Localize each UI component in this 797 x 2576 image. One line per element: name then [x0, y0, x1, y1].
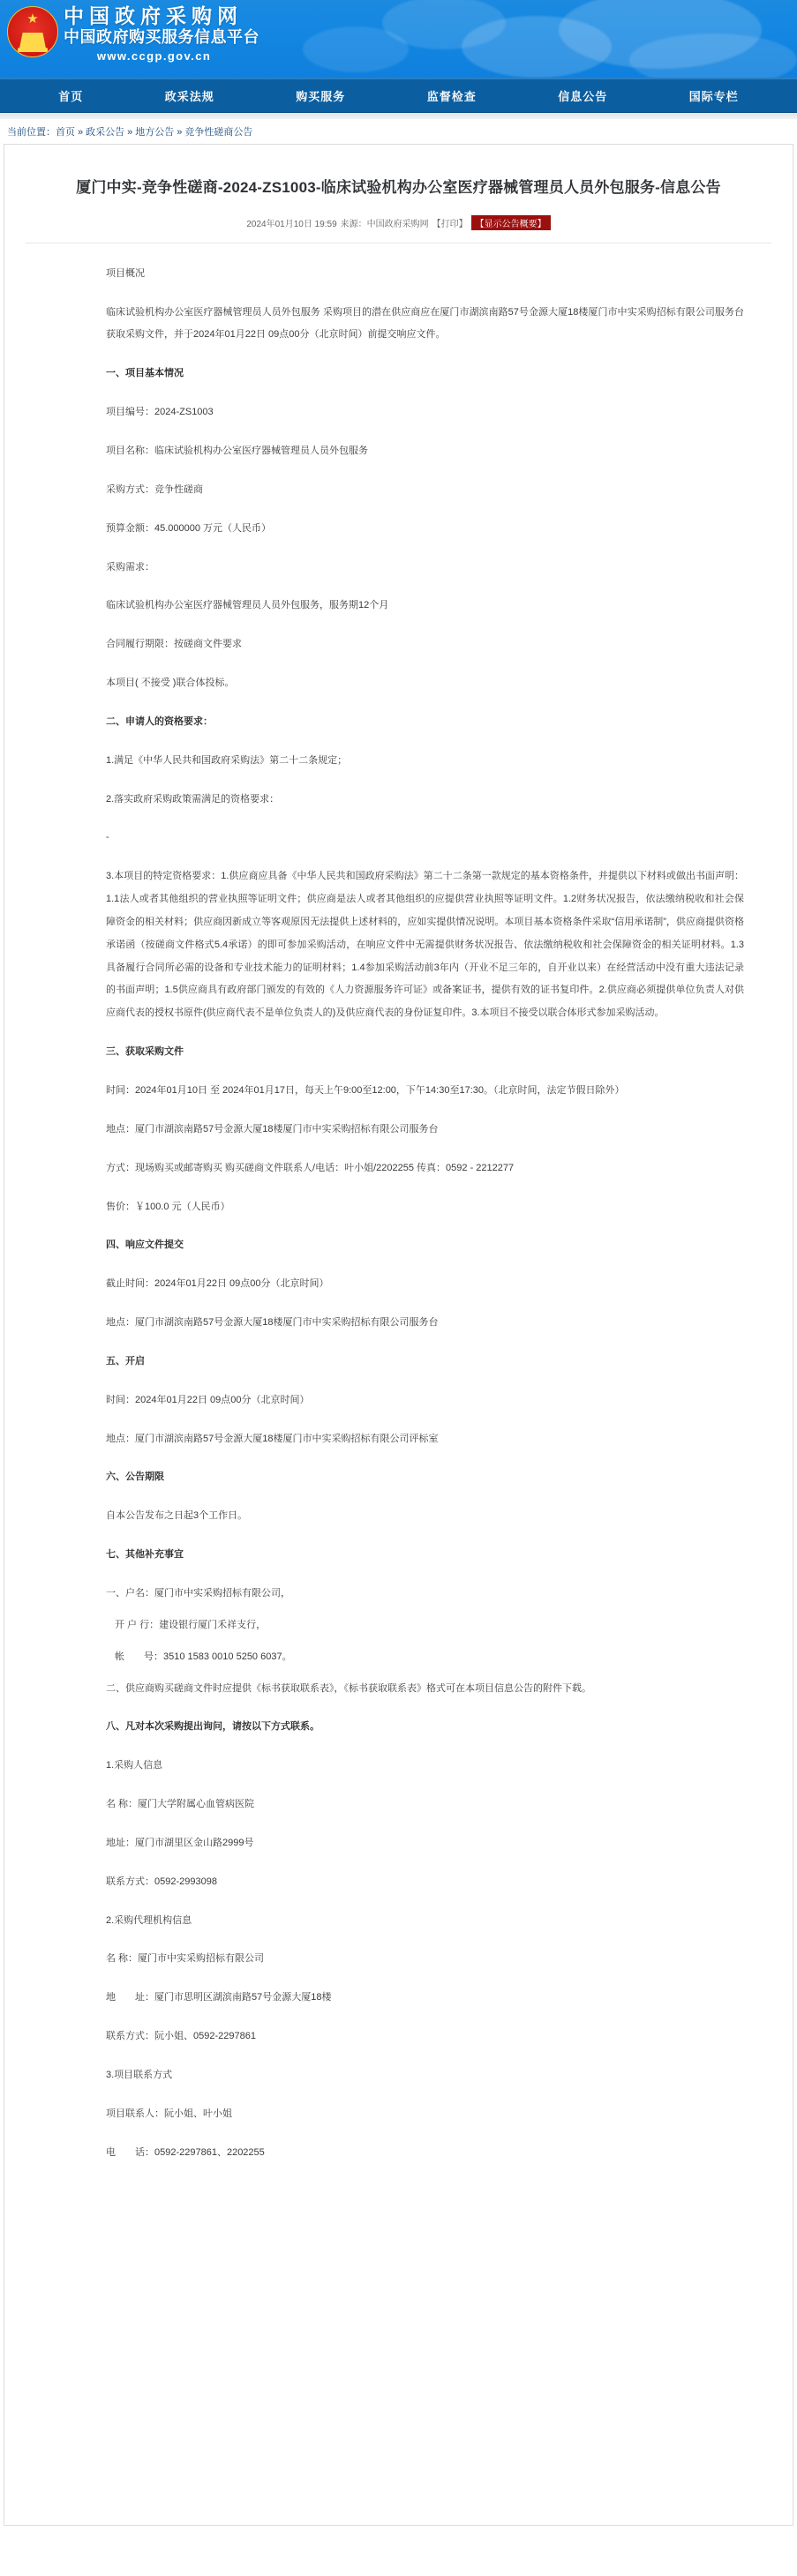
nav-item-supervision[interactable]: 监督检查: [426, 90, 477, 103]
body-paragraph: 联系方式：阮小姐、0592-2297861: [106, 2031, 256, 2042]
brand-text: [64, 4, 259, 64]
body-paragraph: 项目编号：2024-ZS1003: [106, 407, 214, 418]
body-paragraph: 二、供应商购买磋商文件时应提供《标书获取联系表》，《标书获取联系表》格式可在本项目信息公告的附件下载。: [106, 1682, 591, 1694]
body-paragraph: 截止时间：2024年01月22日 09点00分（北京时间）: [106, 1278, 329, 1290]
emblem-base-icon: [18, 48, 48, 52]
body-paragraph: 地点：厦门市湖滨南路57号金源大厦18楼厦门市中实采购招标有限公司服务台: [106, 1317, 439, 1329]
body-paragraph: 电 话：0592-2297861、2202255: [106, 2146, 265, 2158]
body-paragraph: 一、户名：厦门市中实采购招标有限公司，: [106, 1587, 290, 1599]
section-heading: 二、申请人的资格要求：: [106, 715, 213, 727]
body-paragraph: 时间：2024年01月10日 至 2024年01月17日，每天上午9:00至12:00，下午14:30至17:30。（北京时间，法定节假日除外）: [106, 1085, 625, 1096]
body-paragraph: 项目名称：临床试验机构办公室医疗器械管理员人员外包服务: [106, 445, 368, 456]
body-paragraph: 帐 号：3510 1583 0010 5250 6037。: [115, 1651, 292, 1662]
nav-item-services[interactable]: 购买服务: [296, 90, 346, 103]
body-paragraph: 联系方式：0592-2993098: [106, 1876, 217, 1887]
breadcrumb: [7, 124, 252, 139]
section-heading: 七、其他补充事宜: [106, 1549, 184, 1561]
body-paragraph: 1.满足《中华人民共和国政府采购法》第二十二条规定；: [106, 754, 348, 766]
body-paragraph: 3.本项目的特定资格要求：1.供应商应具备《中华人民共和国政府采购法》第二十二条第一款规定的基本资格条件，并提供以下材料或做出书面声明：1.1法人或者其他组织的营业执照等证明文件；供应商是法人或者其他组织的应提供营业执照等证明文件。1.2财务状况报告，依法缴纳税收和社会保障资金的相关材料；供应商因新成立等客观原因无法提供上述材料的，应如实提供情况说明。本项目基本资格条件采取“信用承诺制”，供应商提供资格承诺函（按磋商文件格式5.4承诺）的即可参加采购活动，在响应文件中无需提供财务状况报告、依法缴纳税收和社会保障资金的相关证明材料。1.3具备履行合同所必需的设备和专业技术能力的证明材料；1.4参加采购活动前3年内（开业不足三年的，自开业以来）在经营活动中没有重大违法记录的书面声明；1.5供应商具有政府部门颁发的有效的《人力资源服务许可证》或备案证书，提供有效的证书复印件。2.供应商必须提供单位负责人对供应商代表的授权书原件(供应商代表不是单位负责人的)及供应商代表的身份证复印件。3.本项目不接受以联合体形式参加采购活动。: [106, 871, 744, 1019]
body-paragraph: 时间：2024年01月22日 09点00分（北京时间）: [106, 1394, 310, 1405]
body-paragraph: 项目联系人：阮小姐、叶小姐: [106, 2108, 232, 2119]
body-paragraph: 临床试验机构办公室医疗器械管理员人员外包服务 采购项目的潜在供应商应在厦门市湖滨南路57号金源大厦18楼厦门市中实采购招标有限公司服务台获取采购文件，并于2024年01月22日 09点00分（北京时间）前提交响应文件。: [106, 306, 744, 341]
body-paragraph: 名 称：厦门大学附属心血管病医院: [106, 1799, 255, 1810]
breadcrumb-separator: »: [78, 127, 84, 138]
nav-item-home[interactable]: 首页: [58, 90, 84, 103]
section-heading: 六、公告期限: [106, 1471, 164, 1483]
section-heading: 一、项目基本情况: [106, 368, 184, 379]
body-paragraph: 本项目( 不接受 )联合体投标。: [106, 678, 235, 689]
body-paragraph: 临床试验机构办公室医疗器械管理员人员外包服务，服务期12个月: [106, 600, 389, 611]
breadcrumb-item-home[interactable]: 首页: [56, 127, 75, 138]
section-heading: 五、开启: [106, 1355, 145, 1367]
section-heading: 三、获取采购文件: [106, 1046, 184, 1058]
brand-line-1: 中国政府采购网: [64, 4, 243, 27]
national-emblem-icon: [7, 6, 58, 57]
announcement-card: [4, 144, 793, 2526]
brand-url: www.ccgp.gov.cn: [96, 49, 212, 63]
body-paragraph: 采购需求：: [106, 561, 154, 573]
breadcrumb-item-current[interactable]: 竞争性磋商公告: [184, 127, 253, 138]
site-logo[interactable]: [7, 4, 259, 64]
site-banner: [0, 0, 797, 78]
body-paragraph: 2.采购代理机构信息: [106, 1914, 192, 1926]
body-paragraph: 地点：厦门市湖滨南路57号金源大厦18楼厦门市中实采购招标有限公司服务台: [106, 1123, 439, 1134]
body-paragraph: 合同履行期限：按磋商文件要求: [106, 639, 242, 650]
body-paragraph: 项目概况: [106, 267, 145, 279]
body-paragraph: -: [106, 832, 109, 843]
publish-date: 2024年01月10日 19:59: [246, 219, 337, 229]
body-paragraph: 采购方式：竞争性磋商: [106, 483, 203, 495]
body-paragraph: 售价：￥100.0 元（人民币）: [106, 1201, 230, 1212]
section-heading: 八、凡对本次采购提出询问，请按以下方式联系。: [106, 1721, 320, 1733]
main-navigation: [0, 78, 797, 113]
show-summary-badge[interactable]: 【显示公告概要】: [471, 215, 551, 230]
nav-item-regulations[interactable]: 政采法规: [164, 90, 214, 103]
breadcrumb-item-local[interactable]: 地方公告: [135, 127, 175, 138]
body-paragraph: 2.落实政府采购政策需满足的资格要求：: [106, 793, 280, 805]
body-paragraph: 地 址：厦门市思明区湖滨南路57号金源大厦18楼: [106, 1992, 332, 2003]
page-title: 厦门中实-竞争性磋商-2024-ZS1003-临床试验机构办公室医疗器械管理员人员外包服务-信息公告: [76, 179, 721, 196]
body-paragraph: 预算金额：45.000000 万元（人民币）: [106, 522, 272, 534]
section-heading: 四、响应文件提交: [106, 1239, 184, 1251]
print-button[interactable]: 【打印】: [432, 219, 468, 229]
article-body: [4, 243, 793, 2165]
breadcrumb-prefix: 当前位置：: [7, 127, 56, 138]
cloud-decoration: [303, 26, 409, 72]
breadcrumb-separator: »: [177, 127, 183, 138]
breadcrumb-separator: »: [127, 127, 133, 138]
nav-shadow-divider: [0, 113, 797, 119]
brand-line-2: 中国政府购买服务信息平台: [64, 28, 259, 47]
nav-item-announcements[interactable]: 信息公告: [558, 90, 608, 103]
body-paragraph: 开 户 行：建设银行厦门禾祥支行，: [115, 1619, 267, 1630]
nav-items-container: [0, 84, 797, 108]
body-paragraph: 方式：现场购买或邮寄购买 购买磋商文件联系人/电话：叶小姐/2202255 传真：0592 - 2212277: [106, 1162, 515, 1173]
breadcrumb-bar: [0, 119, 797, 144]
body-paragraph: 名 称：厦门市中实采购招标有限公司: [106, 1953, 265, 1965]
breadcrumb-item-announcements[interactable]: 政采公告: [86, 127, 125, 138]
body-paragraph: 地址：厦门市湖里区金山路2999号: [106, 1837, 254, 1848]
body-paragraph: 1.采购人信息: [106, 1760, 163, 1771]
nav-item-international[interactable]: 国际专栏: [688, 90, 739, 103]
article-source: 来源：中国政府采购网: [340, 219, 429, 229]
body-paragraph: 自本公告发布之日起3个工作日。: [106, 1510, 248, 1522]
body-paragraph: 3.项目联系方式: [106, 2069, 173, 2080]
article-meta: [4, 201, 793, 230]
body-paragraph: 地点：厦门市湖滨南路57号金源大厦18楼厦门市中实采购招标有限公司评标室: [106, 1433, 439, 1444]
cloud-decoration: [629, 34, 797, 78]
